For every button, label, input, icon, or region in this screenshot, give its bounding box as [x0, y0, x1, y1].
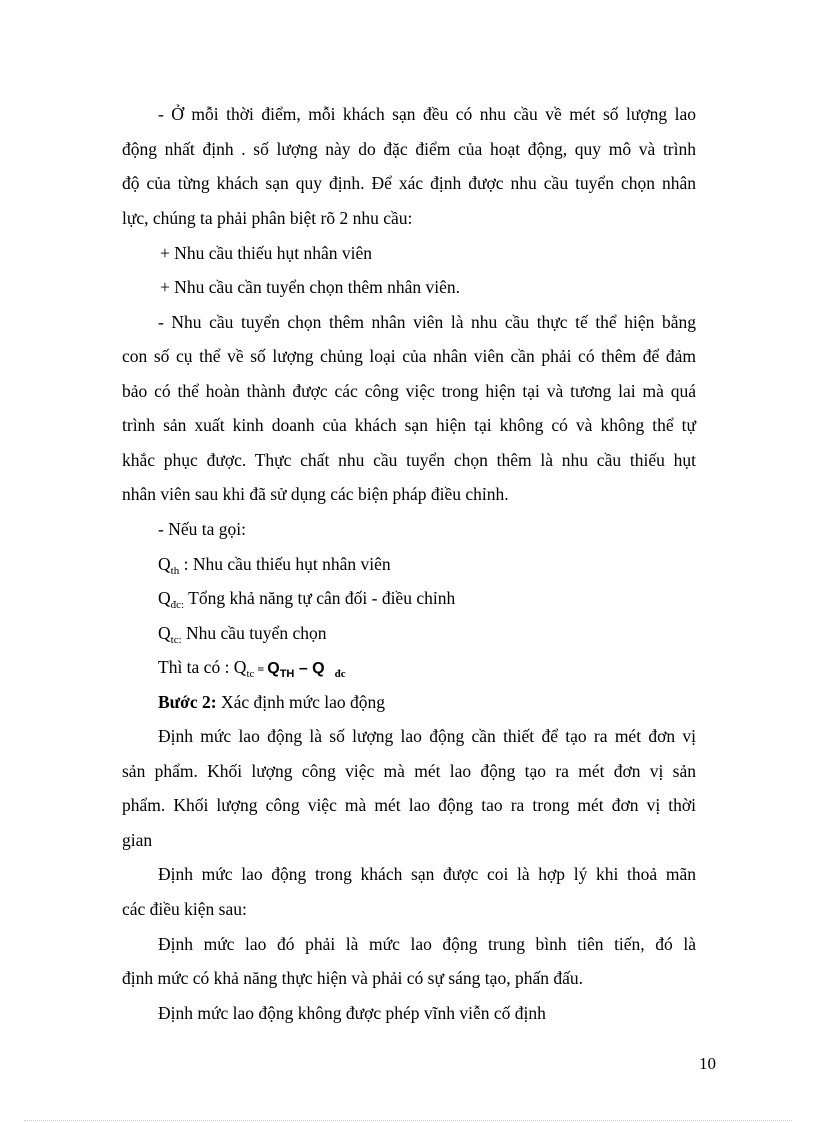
paragraph-1-line-3: độ của từng khách sạn quy định. Để xác định được nhu cầu tuyển chọn nhân — [122, 173, 696, 193]
definition-text: Nhu cầu tuyển chọn — [181, 623, 327, 643]
paragraph-2-line-5: khắc phục được. Thực chất nhu cầu tuyển chọn thêm là nhu cầu thiếu hụt — [122, 450, 696, 470]
definition-qtc — [158, 622, 696, 644]
symbol-q: Q — [158, 623, 171, 643]
paragraph-4-line-2: các điều kiện sau: — [122, 899, 247, 919]
definition-qdc — [158, 587, 696, 609]
bullet-recruit: + Nhu cầu cần tuyển chọn thêm nhân viên. — [160, 277, 460, 297]
paragraph-1-line-4: lực, chúng ta phải phân biệt rõ 2 nhu cầu: — [122, 208, 413, 228]
paragraph-2-line-1: - Nhu cầu tuyển chọn thêm nhân viên là nhu cầu thực tế thể hiện bằng — [158, 312, 696, 332]
bullet-shortage: + Nhu cầu thiếu hụt nhân viên — [160, 243, 373, 263]
formula-prefix: Thì ta có : Q — [158, 657, 247, 677]
formula-equals: = — [254, 662, 268, 676]
definition-qth — [158, 553, 696, 575]
formula-sub-tc: tc — [246, 668, 255, 680]
formula-minus-q: – Q — [294, 660, 325, 677]
paragraph-1-line-1: - Ở mỗi thời điểm, mỗi khách sạn đều có nhu cầu về mét số lượng lao — [158, 104, 696, 124]
paragraph-3-line-4: gian — [122, 830, 153, 850]
step-2-heading — [158, 691, 696, 713]
paragraph-5-line-1: Định mức lao đó phải là mức lao động trung bình tiên tiến, đó là — [158, 934, 696, 954]
page-bottom-rule — [24, 1120, 792, 1121]
subscript-th: th — [170, 565, 180, 577]
formula-q-th — [267, 660, 325, 680]
paragraph-1-line-2: động nhất định . số lượng này do đặc điểm của hoạt động, quy mô và trình — [122, 139, 696, 159]
paragraph-5-line-2: định mức có khả năng thực hiện và phải có sự sáng tạo, phấn đấu. — [122, 968, 583, 988]
subscript-tc: tc: — [170, 634, 182, 646]
subscript-dc: đc: — [170, 599, 185, 611]
paragraph-2-line-6: nhân viên sau khi đã sử dụng các biện pháp điều chỉnh. — [122, 484, 509, 504]
step-2-text: Xác định mức lao động — [216, 692, 385, 712]
paragraph-3-line-1: Định mức lao động là số lượng lao động cần thiết để tạo ra mét đơn vị — [158, 726, 696, 746]
formula — [158, 656, 696, 680]
formula-q: Q — [267, 660, 280, 677]
symbol-q: Q — [158, 588, 171, 608]
paragraph-4-line-1: Định mức lao động trong khách sạn được coi là hợp lý khi thoả mãn — [158, 864, 696, 884]
paragraph-2-line-4: trình sản xuất kinh doanh của khách sạn hiện tại không có và không thể tự — [122, 415, 696, 435]
paragraph-3-line-3: phẩm. Khối lượng công việc mà mét lao động tao ra trong mét đơn vị thời — [122, 795, 696, 815]
step-2-label: Bước 2: — [158, 692, 217, 712]
paragraph-3-line-2: sản phẩm. Khối lượng công việc mà mét lao động tạo ra mét đơn vị sản — [122, 761, 696, 781]
page-number: 10 — [699, 1054, 716, 1073]
definition-text: : Nhu cầu thiếu hụt nhân viên — [179, 554, 391, 574]
symbol-q: Q — [158, 554, 171, 574]
definition-text: Tổng khả năng tự cân đối - điều chỉnh — [184, 588, 456, 608]
paragraph-2-line-2: con số cụ thể về số lượng chủng loại của nhân viên cần phải có thêm để đảm — [122, 346, 696, 366]
if-we-call: - Nếu ta gọi: — [158, 519, 246, 539]
formula-sub-dc: đc — [334, 668, 346, 680]
formula-sub-th: TH — [279, 668, 295, 680]
paragraph-2-line-3: bảo có thể hoàn thành được các công việc trong hiện tại và tương lai mà quá — [122, 381, 696, 401]
paragraph-6: Định mức lao động không được phép vĩnh viễn cố định — [158, 1003, 546, 1023]
